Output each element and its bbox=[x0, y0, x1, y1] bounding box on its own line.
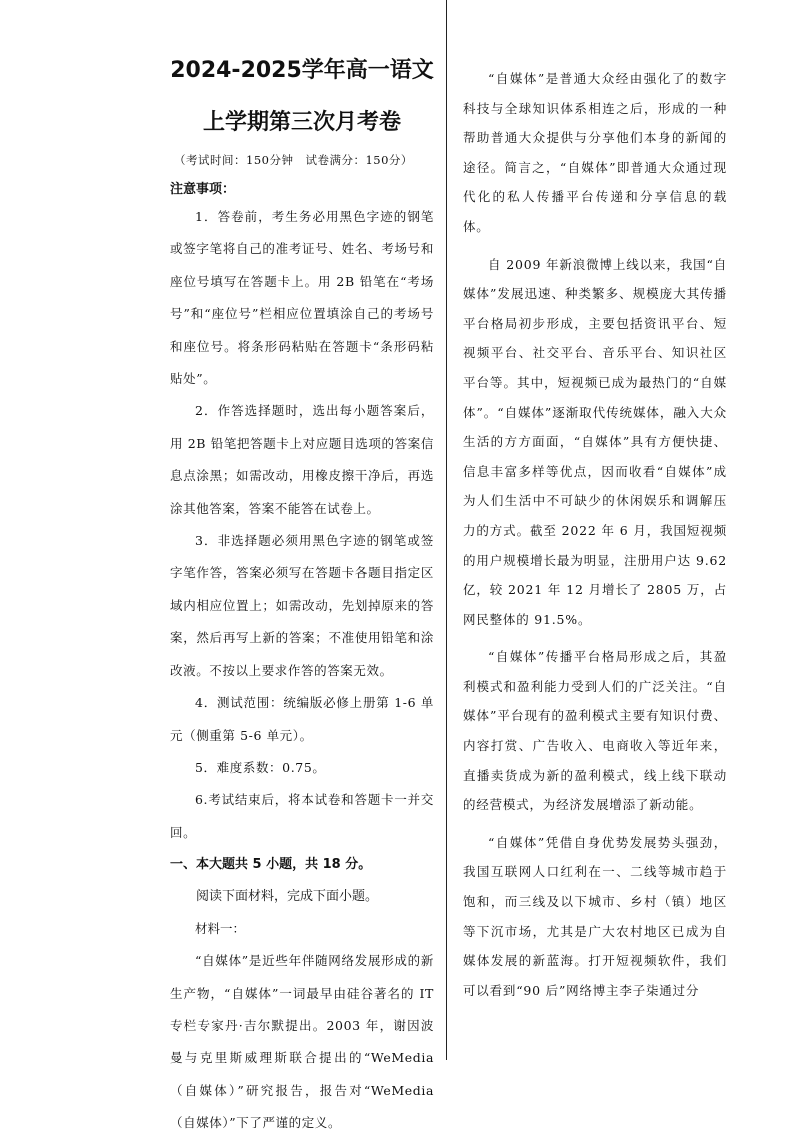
left-column bbox=[170, 56, 434, 1140]
material-paragraph: “自媒体”是普通大众经由强化了的数字科技与全球知识体系相连之后，形成的一种帮助普通大众提供与分享他们本身的新闻的途径。简言之，“自媒体”即普通大众通过现代化的私人传播平台传递和分享信息的载体。 bbox=[463, 71, 727, 234]
notice-item: 2．作答选择题时，选出每小题答案后，用 2B 铅笔把答题卡上对应题目选项的答案信息点涂黑；如需改动，用橡皮擦干净后，再选涂其他答案，答案不能答在试卷上。 bbox=[170, 403, 434, 516]
material-label: 材料一： bbox=[195, 921, 246, 937]
reading-instruction: 阅读下面材料，完成下面小题。 bbox=[196, 889, 379, 905]
notice-item: 5．难度系数：0.75。 bbox=[195, 759, 326, 775]
column-divider bbox=[446, 0, 447, 1060]
exam-info: （考试时间：150分钟 试卷满分：150分） bbox=[174, 153, 413, 167]
exam-title-line2: 上学期第三次月考卷 bbox=[202, 110, 401, 135]
material-paragraph: 自 2009 年新浪微博上线以来，我国“自媒体”发展迅速、种类繁多、规模庞大其传播平台格局初步形成，主要包括资讯平台、短视频平台、社交平台、音乐平台、知识社区平台等。其中，短视频已成为最热门的“自媒体”。“自媒体”逐渐取代传统媒体，融入大众生活的方方面面，“自媒体”具有方便快捷、信息丰富多样等优点，因而收看“自媒体”成为人们生活中不可缺少的休闲娱乐和调解压力的方式。截至 2022 年 6 月，我国短视频的用户规模增长最为明显，注册用户达 9.62 亿，较 2021 年 12 月增长了 2805 万，占网民整体的 91.5%。 bbox=[463, 256, 727, 627]
section-heading: 一、本大题共 5 小题，共 18 分。 bbox=[170, 857, 372, 873]
notice-heading: 注意事项： bbox=[170, 182, 236, 197]
notice-item: 3．非选择题必须用黑色字迹的钢笔或签字笔作答，答案必须写在答题卡各题目指定区域内相应位置上；如需改动，先划掉原来的答案，然后再写上新的答案；不准使用铅笔和涂改液。不按以上要求作答的答案无效。 bbox=[170, 533, 434, 678]
exam-title-line1: 2024-2025学年高一语文 bbox=[170, 58, 434, 83]
notice-item: 6.考试结束后，将本试卷和答题卡一并交回。 bbox=[170, 792, 434, 840]
material-paragraph: “自媒体”传播平台格局形成之后，其盈利模式和盈利能力受到人们的广泛关注。“自媒体”平台现有的盈利模式主要有知识付费、内容打赏、广告收入、电商收入等近年来，直播卖货成为新的盈利模式，线上线下联动的经营模式，为经济发展增添了新动能。 bbox=[463, 649, 727, 813]
notice-item: 4．测试范围：统编版必修上册第 1-6 单元（侧重第 5-6 单元）。 bbox=[170, 695, 434, 743]
right-column bbox=[463, 64, 727, 1005]
material-paragraph: “自媒体”凭借自身优势发展势头强劲，我国互联网人口红利在一、二线等城市趋于饱和，而三线及以下城市、乡村（镇）地区等下沉市场，尤其是广大农村地区已成为自媒体发展的新蓝海。打开短视频软件，我们可以看到“90 后”网络博主李子柒通过分 bbox=[463, 834, 727, 998]
material-paragraph: “自媒体”是近些年伴随网络发展形成的新生产物，“自媒体”一词最早由硅谷著名的 IT 专栏专家丹·吉尔默提出。2003 年，谢因波曼与克里斯威理斯联合提出的“WeMedia（自媒体）”研究报告，报告对“WeMedia（自媒体）”下了严谨的定义。 bbox=[170, 953, 434, 1131]
notice-item: 1．答卷前，考生务必用黑色字迹的钢笔或签字笔将自己的准考证号、姓名、考场号和座位号填写在答题卡上。用 2B 铅笔在“考场号”和“座位号”栏相应位置填涂自己的考场号和座位号。将条形码粘贴在答题卡“条形码粘贴处”。 bbox=[170, 209, 434, 387]
